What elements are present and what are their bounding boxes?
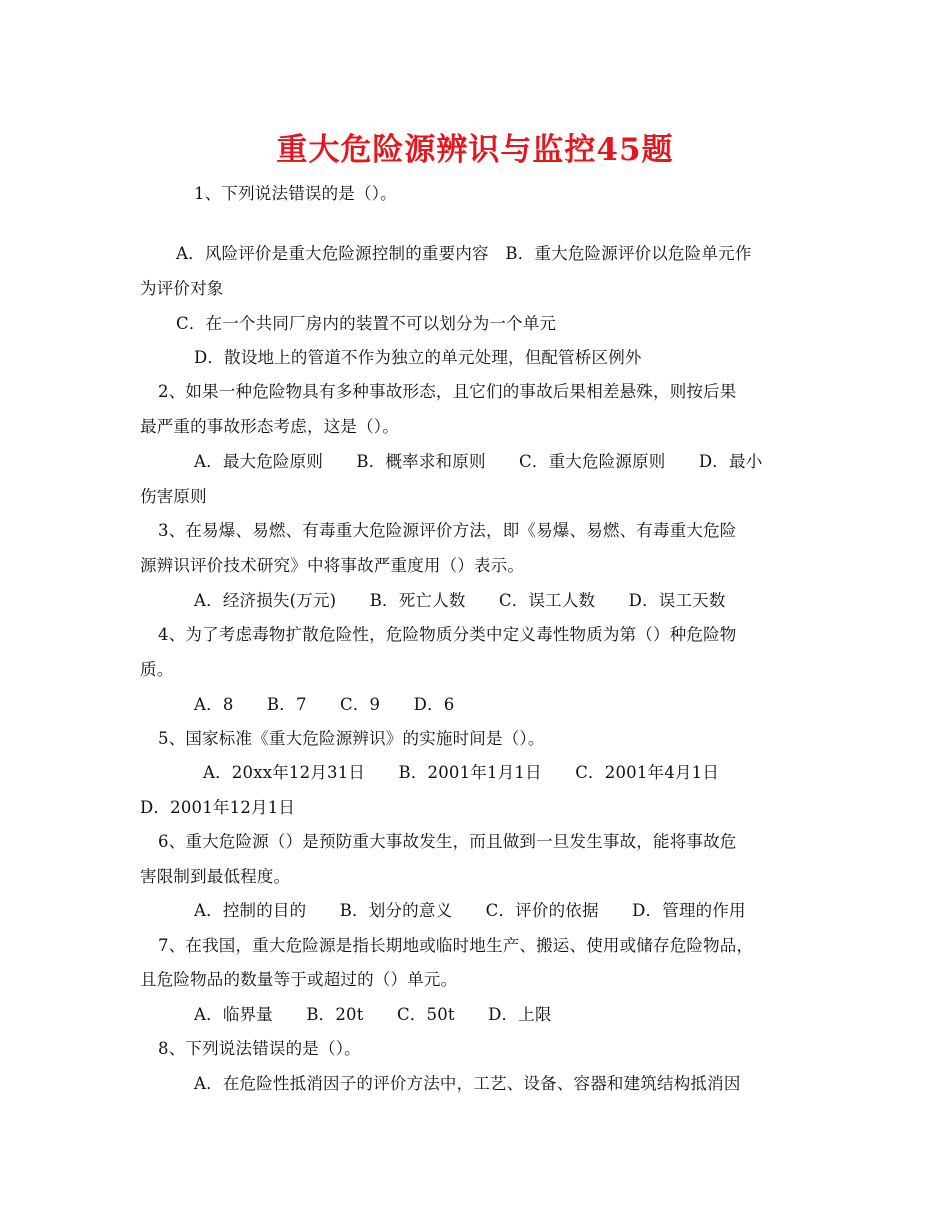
text-line: 为评价对象 (140, 279, 224, 298)
text-line: A．经济损失(万元) B．死亡人数 C．误工人数 D．误工天数 (194, 591, 726, 610)
text-line: 1、下列说法错误的是（）。 (194, 184, 397, 203)
text-line: 7、在我国，重大危险源是指长期地或临时地生产、搬运、使用或储存危险物品， (158, 936, 754, 955)
text-line: 伤害原则 (140, 487, 207, 506)
text-line: 最严重的事故形态考虑，这是（）。 (140, 417, 399, 436)
text-line: 5、国家标准《重大危险源辨识》的实施时间是（）。 (158, 729, 545, 748)
text-line: 源辨识评价技术研究》中将事故严重度用（）表示。 (140, 556, 525, 575)
text-line: D．2001年12月1日 (140, 798, 296, 817)
text-line: 4、为了考虑毒物扩散危险性，危险物质分类中定义毒性物质为第（）种危险物 (158, 625, 737, 644)
text-line: 8、下列说法错误的是（）。 (158, 1039, 361, 1058)
text-line: A．在危险性抵消因子的评价方法中，工艺、设备、容器和建筑结构抵消因 (194, 1074, 741, 1093)
text-line: 且危险物品的数量等于或超过的（）单元。 (140, 970, 458, 989)
text-line: A．风险评价是重大危险源控制的重要内容 B．重大危险源评价以危险单元作 (176, 244, 752, 263)
text-line: C．在一个共同厂房内的装置不可以划分为一个单元 (176, 314, 557, 333)
text-line: 3、在易爆、易燃、有毒重大危险源评价方法，即《易爆、易燃、有毒重大危险 (158, 521, 737, 540)
text-line: A．临界量 B．20t C．50t D．上限 (194, 1005, 552, 1024)
text-line: 质。 (140, 660, 174, 679)
text-line: A．最大危险原则 B．概率求和原则 C．重大危险源原则 D．最小 (194, 452, 763, 471)
text-line: A．控制的目的 B．划分的意义 C．评价的依据 D．管理的作用 (194, 901, 746, 920)
text-line: A．8 B．7 C．9 D．6 (194, 695, 455, 714)
text-line: A．20xx年12月31日 B．2001年1月1日 C．2001年4月1日 (203, 763, 720, 782)
page-title: 重大危险源辨识与监控45题 (276, 132, 674, 168)
text-line: 害限制到最低程度。 (140, 867, 291, 886)
text-line: D．散设地上的管道不作为独立的单元处理，但配管桥区例外 (194, 348, 642, 367)
text-line: 2、如果一种危险物具有多种事故形态，且它们的事故后果相差悬殊，则按后果 (158, 382, 737, 401)
text-line: 6、重大危险源（）是预防重大事故发生，而且做到一旦发生事故，能将事故危 (158, 832, 737, 851)
